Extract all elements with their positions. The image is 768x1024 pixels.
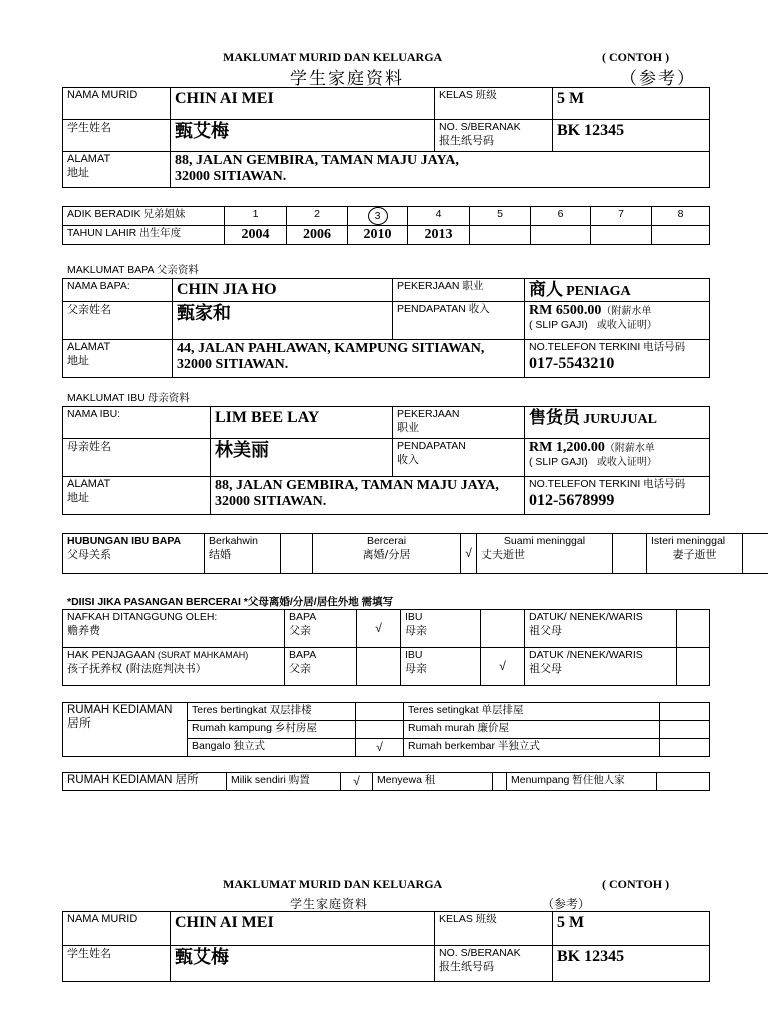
birthcert-label: NO. S/BERANAK [439,947,521,959]
birth-year[interactable] [470,226,531,245]
student-name-zh[interactable]: 甄艾梅 [175,121,229,141]
stay-label: Menumpang 暂住他人家 [507,773,657,791]
mother-job-label-zh: 职业 [397,421,419,434]
father-job-zh[interactable]: 商人 [529,280,563,299]
alimony-father-label: BAPA [289,611,317,623]
house-option-label: Teres setingkat 单层排屋 [404,703,660,721]
mother-income[interactable]: RM 1,200.00 [529,440,605,455]
sibling-number: 7 [591,207,652,226]
example-label-zh: （参考） [620,69,696,89]
mother-address-line1[interactable]: 88, JALAN GEMBIRA, TAMAN MAJU JAYA, [215,478,499,493]
rent-checkbox[interactable] [493,773,507,791]
mother-table [62,406,710,515]
student-name[interactable]: CHIN AI MEI [175,90,274,107]
alimony-mother-label-zh: 母亲 [405,624,427,637]
husband-died-checkbox[interactable] [613,534,647,574]
mother-name-label: NAMA IBU: [63,407,211,439]
house-type-table [62,702,710,757]
father-name-zh-label: 父亲姓名 [63,302,173,340]
birthcert-value[interactable]: BK 12345 [557,122,625,139]
mother-job[interactable]: JURUJUAL [583,412,657,427]
father-address-label-zh: 地址 [67,354,89,367]
birthcert-value[interactable]: BK 12345 [557,948,625,965]
custody-label-zh: 孩子抚养权 (附法庭判决书） [67,662,207,675]
address-label-zh: 地址 [67,166,89,179]
relationship-label: HUBUNGAN IBU BAPA [67,535,182,547]
divorced-label-zh: 离婚/分居 [362,548,411,561]
mother-phone-label: NO.TELEFON TERKINI 电话号码 [529,478,686,490]
father-name[interactable]: CHIN JIA HO [177,281,277,298]
custody-label: HAK PENJAGAAN [67,649,156,661]
father-income-note1: （附薪水单 [601,306,652,317]
wife-died-checkbox[interactable] [743,534,768,574]
sibling-number: 2 [287,207,348,226]
alimony-father-checkbox[interactable]: √ [357,610,401,648]
siblings-label: ADIK BERADIK 兄弟姐妹 [63,207,225,226]
birth-year[interactable]: 2013 [408,226,470,245]
own-label: Milik sendiri 购置 [227,773,341,791]
mother-slip-label: ( SLIP GAJI) [529,456,588,468]
example-label: ( CONTOH ) [602,50,670,64]
house-option-label: Bangalo 独立式 [188,739,356,757]
form-title-zh-2: 学生家庭资料 [290,897,369,911]
student-name-zh[interactable]: 甄艾梅 [175,947,229,967]
husband-died-label-zh: 丈夫逝世 [481,548,525,561]
custody-father-checkbox[interactable] [357,648,401,686]
mother-name[interactable]: LIM BEE LAY [215,409,320,426]
house-type-label-zh: 居所 [67,716,92,730]
class-value[interactable]: 5 M [557,914,585,931]
birth-year[interactable] [531,226,591,245]
married-label: Berkahwin [209,535,259,547]
ownership-table [62,772,710,791]
sibling-number: 5 [470,207,531,226]
house-option-label: Rumah kampung 乡村房屋 [188,721,356,739]
house-option-checkbox[interactable] [356,721,404,739]
mother-income-note2: 或收入证明） [596,457,657,468]
alimony-label: NAFKAH DITANGGUNG OLEH: [67,611,218,623]
custody-father-label-zh: 父亲 [289,662,311,675]
student-name-zh-label: 学生姓名 [63,120,171,152]
father-phone-label: NO.TELEFON TERKINI 电话号码 [529,341,686,353]
student-name-zh-label: 学生姓名 [63,946,171,982]
form-title-2: MAKLUMAT MURID DAN KELUARGA [223,877,443,891]
married-checkbox[interactable] [281,534,313,574]
student-name-label: NAMA MURID [63,912,171,946]
student-name-label: NAMA MURID [63,88,171,120]
father-table [62,278,710,378]
divorced-label: Bercerai [366,535,407,547]
birth-year[interactable]: 2006 [287,226,348,245]
alimony-other-label-zh: 祖父母 [529,624,562,637]
custody-father-label: BAPA [289,649,317,661]
own-checkbox[interactable]: √ [341,773,373,791]
form-title: MAKLUMAT MURID DAN KELUARGA [223,50,443,64]
father-address-line2[interactable]: 32000 SITIAWAN. [177,357,289,372]
house-option-checkbox[interactable]: √ [356,739,404,757]
mother-job-label: PEKERJAAN [397,408,460,420]
example-label-zh-2: （参考） [542,897,591,911]
alimony-label-zh: 赡养费 [67,624,100,637]
father-address-line1[interactable]: 44, JALAN PAHLAWAN, KAMPUNG SITIAWAN, [177,341,485,356]
father-income-note2: 或收入证明） [596,320,657,331]
custody-mother-checkbox[interactable]: √ [481,648,525,686]
rent-label: Menyewa 租 [373,773,493,791]
house-option-label: Rumah murah 廉价屋 [404,721,660,739]
mother-phone[interactable]: 012-5678999 [529,492,615,509]
sibling-number: 8 [652,207,710,226]
mother-job-zh[interactable]: 售货员 [529,408,580,427]
wife-died-label: Isteri meninggal [651,535,726,547]
father-slip-label: ( SLIP GAJI) [529,319,588,331]
husband-died-label: Suami meninggal [503,535,586,547]
father-income-label: PENDAPATAN 收入 [393,302,525,340]
student-table-2 [62,911,710,982]
stay-checkbox[interactable] [657,773,710,791]
sibling-number-circled: 3 [368,207,388,225]
house-option-label: Rumah berkembar 半独立式 [404,739,660,757]
mother-name-zh-label: 母亲姓名 [63,439,211,477]
father-name-label: NAMA BAPA: [63,279,173,302]
mother-income-note1: （附薪水单 [604,443,655,454]
student-address-line1[interactable]: 88, JALAN GEMBIRA, TAMAN MAJU JAYA, [175,153,459,168]
birth-year[interactable] [591,226,652,245]
class-label: KELAS 班级 [435,88,553,120]
divorce-note: *DIISI JIKA PASANGAN BERCERAI *父母离婚/分居/居住外地 需填写 [67,596,394,608]
father-job-label: PEKERJAAN 职业 [393,279,525,302]
mother-income-label: PENDAPATAN [397,440,466,452]
married-label-zh: 结婚 [209,548,231,561]
mother-address-label: ALAMAT [67,478,111,490]
house-option-checkbox[interactable] [660,721,710,739]
birthcert-label-zh: 报生纸号码 [439,134,494,147]
class-label: KELAS 班级 [439,913,497,925]
custody-other-label-zh: 祖父母 [529,662,562,675]
divorced-checkbox[interactable]: √ [461,534,477,574]
sibling-number: 6 [531,207,591,226]
mother-section-label: MAKLUMAT IBU 母亲资料 [67,392,190,404]
sibling-number: 4 [408,207,470,226]
house-type-label: RUMAH KEDIAMAN [67,704,173,716]
father-name-zh[interactable]: 甄家和 [177,303,231,323]
birthcert-label-zh: 报生纸号码 [439,960,494,973]
student-address-line2[interactable]: 32000 SITIAWAN. [175,169,287,184]
father-income[interactable]: RM 6500.00 [529,303,602,318]
mother-address-line2[interactable]: 32000 SITIAWAN. [215,494,327,509]
father-job[interactable]: PENIAGA [566,284,631,299]
mother-name-zh[interactable]: 林美丽 [215,440,269,460]
house-option-checkbox[interactable] [660,739,710,757]
birthcert-label: NO. S/BERANAK [439,121,521,133]
custody-other-checkbox[interactable] [677,648,710,686]
form-title-zh: 学生家庭资料 [290,69,404,89]
ownership-label: RUMAH KEDIAMAN 居所 [63,773,227,791]
custody-other-label: DATUK /NENEK/WARIS [529,649,643,661]
mother-address-label-zh: 地址 [67,491,89,504]
alimony-other-label: DATUK/ NENEK/WARIS [529,611,643,623]
wife-died-label-zh: 妻子逝世 [672,548,717,561]
student-table [62,87,710,188]
class-value[interactable]: 5 M [557,90,585,107]
student-name[interactable]: CHIN AI MEI [175,914,274,931]
sibling-number: 1 [225,207,287,226]
father-section-label: MAKLUMAT BAPA 父亲资料 [67,264,199,276]
alimony-mother-label: IBU [405,611,423,623]
address-label: ALAMAT [67,153,111,165]
custody-mother-label-zh: 母亲 [405,662,427,675]
alimony-mother-checkbox[interactable] [481,610,525,648]
mother-income-label-zh: 收入 [397,453,419,466]
father-phone[interactable]: 017-5543210 [529,355,615,372]
relationship-table [62,533,768,574]
birth-year[interactable]: 2004 [225,226,287,245]
relationship-label-zh: 父母关系 [67,548,111,561]
birth-year-label: TAHUN LAHIR 出生年度 [63,226,225,245]
example-label-2: ( CONTOH ) [602,877,670,891]
father-address-label: ALAMAT [67,341,111,353]
birth-year[interactable]: 2010 [348,226,408,245]
house-option-checkbox[interactable] [356,703,404,721]
siblings-table [62,206,710,245]
birth-year[interactable] [652,226,710,245]
custody-label-small: (SURAT MAHKAMAH) [158,650,249,660]
custody-mother-label: IBU [405,649,423,661]
divorce-table [62,609,710,686]
alimony-other-checkbox[interactable] [677,610,710,648]
alimony-father-label-zh: 父亲 [289,624,311,637]
house-option-checkbox[interactable] [660,703,710,721]
house-option-label: Teres bertingkat 双层排楼 [188,703,356,721]
